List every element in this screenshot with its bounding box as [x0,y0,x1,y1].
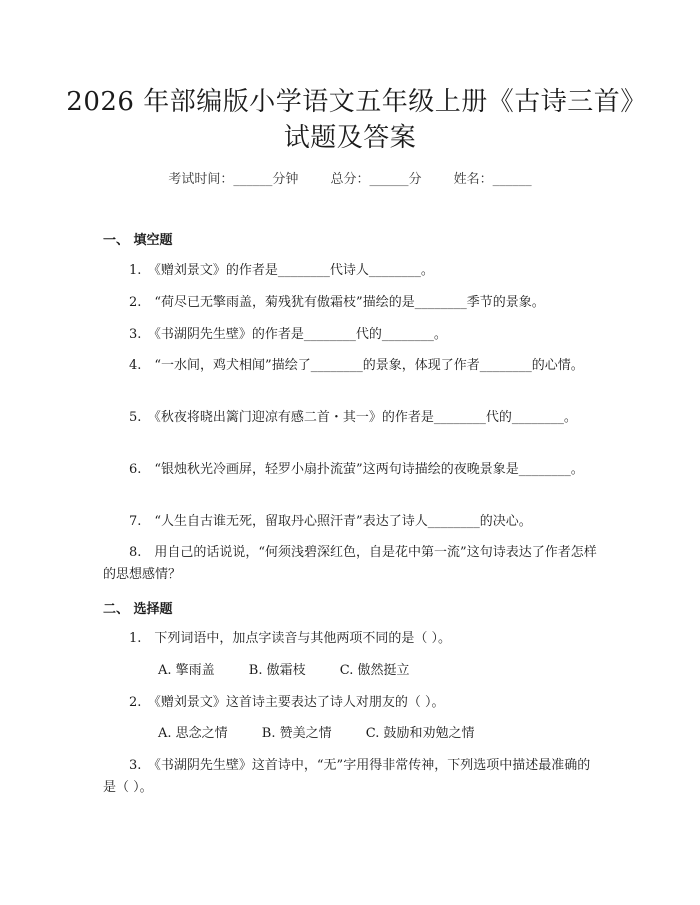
section-heading-fill-blank: 一、 填空题 [103,233,173,248]
question-fill-5: 5. 《秋夜将晓出篱门迎凉有感二首・其一》的作者是________代的________。 [129,410,577,425]
choice-2-option-c: C. 鼓励和劝勉之情 [365,726,475,741]
question-fill-2: 2. “荷尽已无擎雨盖，菊残犹有傲霜枝”描绘的是________季节的景象。 [129,295,545,310]
question-choice-1: 1. 下列词语中，加点字读音与其他两项不同的是（ ）。 [129,631,452,646]
choice-1-options [158,660,440,682]
document-title: 2026 年部编版小学语文五年级上册《古诗三首》试题及答案 [66,87,634,153]
choice-2-option-a: A. 思念之情 [158,726,228,741]
exam-score: 总分：______分 [330,172,422,187]
question-fill-1: 1. 《赠刘景文》的作者是________代诗人________。 [129,263,434,278]
choice-1-option-a: A. 擎雨盖 [158,663,215,678]
question-fill-4: 4. “一水间，鸡犬相闻”描绘了________的景象，体现了作者________的心情。 [129,358,584,373]
student-name: 姓名：______ [453,172,532,187]
choice-1-option-c: C. 傲然挺立 [339,663,410,678]
question-choice-3: 3. 《书湖阴先生壁》这首诗中，“无”字用得非常传神，下列选项中描述最准确的是（ ）。 [103,758,591,795]
question-fill-3: 3. 《书湖阴先生壁》的作者是________代的________。 [129,327,447,342]
question-fill-8: 8. 用自己的话说说，“何须浅碧深红色，自是花中第一流”这句诗表达了作者怎样的思想感情？ [103,545,597,582]
question-fill-6: 6. “银烛秋光冷画屏，轻罗小扇扑流萤”这两句诗描绘的夜晚景象是________。 [129,462,584,477]
choice-2-option-b: B. 赞美之情 [261,726,332,741]
exam-meta [0,168,700,187]
exam-time: 考试时间：______分钟 [168,172,299,187]
question-fill-7: 7. “人生自古谁无死，留取丹心照汗青”表达了诗人________的决心。 [129,514,532,529]
section-heading-choice: 二、 选择题 [103,602,173,617]
choice-2-options [158,723,505,745]
choice-1-option-b: B. 傲霜枝 [248,663,306,678]
question-choice-2: 2. 《赠刘景文》这首诗主要表达了诗人对朋友的（ ）。 [129,695,445,710]
